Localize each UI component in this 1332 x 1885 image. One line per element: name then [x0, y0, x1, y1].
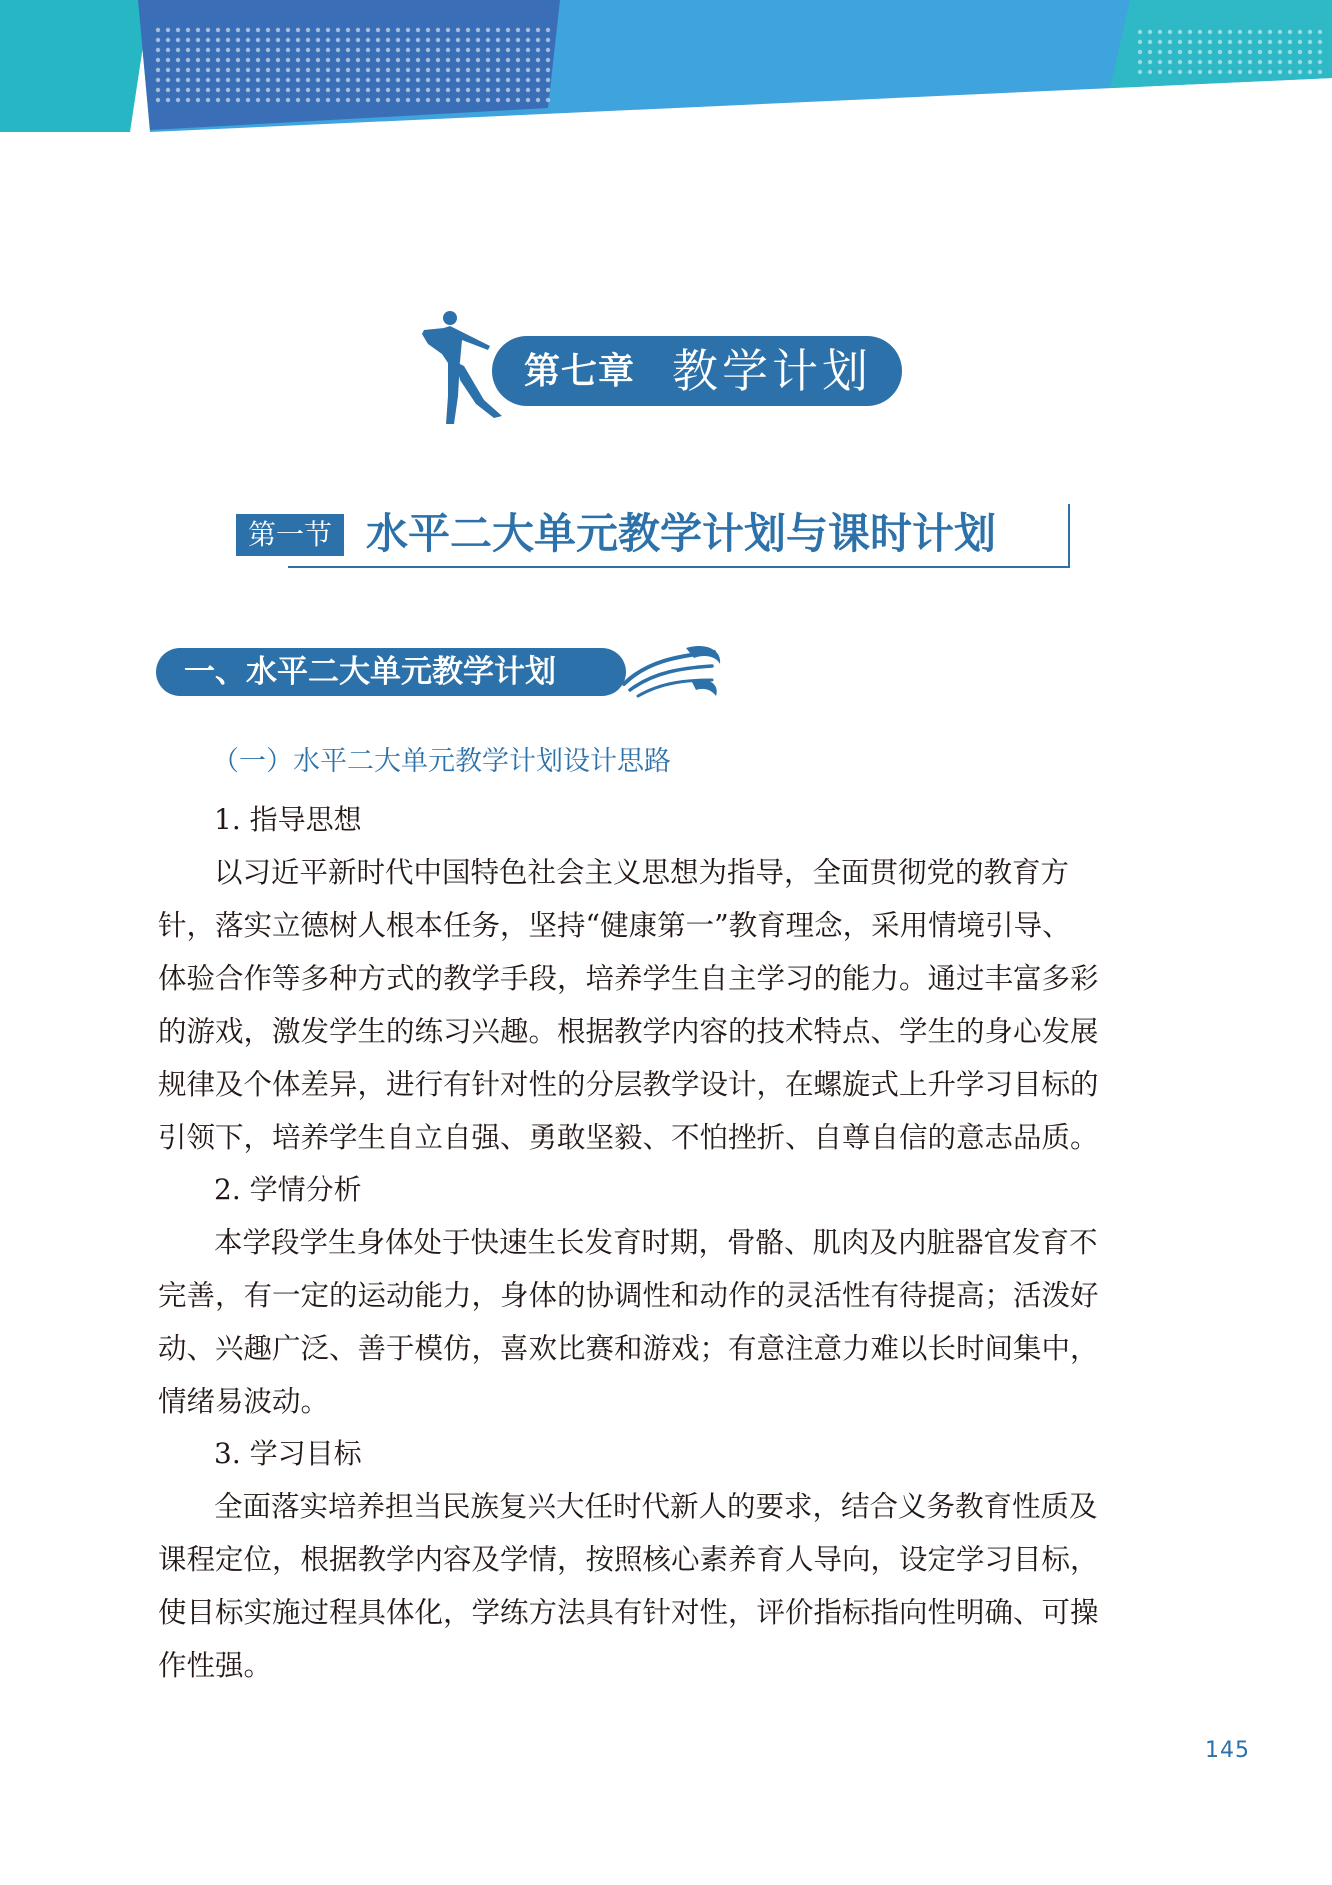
paragraph-line: 全面落实培养担当民族复兴大任时代新人的要求，结合义务教育性质及	[214, 1490, 1098, 1523]
section-label: 第一节	[236, 514, 344, 556]
paragraph-line: 动、兴趣广泛、善于模仿，喜欢比赛和游戏；有意注意力难以长时间集中，	[158, 1332, 1099, 1365]
paragraph-line: 引领下，培养学生自立自强、勇敢坚毅、不怕挫折、自尊自信的意志品质。	[158, 1121, 1099, 1154]
paragraph-line: 以习近平新时代中国特色社会主义思想为指导，全面贯彻党的教育方	[214, 856, 1070, 889]
paragraph-line: 使目标实施过程具体化，学练方法具有针对性，评价指标指向性明确、可操	[158, 1596, 1099, 1629]
numbered-heading-3: 3. 学习目标	[214, 1437, 362, 1470]
paragraph-line: 的游戏，激发学生的练习兴趣。根据教学内容的技术特点、学生的身心发展	[158, 1015, 1099, 1048]
paragraph-line: 作性强。	[158, 1649, 273, 1682]
paragraph-line: 本学段学生身体处于快速生长发育时期，骨骼、肌肉及内脏器官发育不	[214, 1226, 1098, 1259]
paragraph-learning-analysis	[158, 1216, 1148, 1428]
chapter-label: 第七章	[524, 351, 636, 392]
chapter-header	[420, 300, 910, 430]
paragraph-line: 规律及个体差异，进行有针对性的分层教学设计，在螺旋式上升学习目标的	[158, 1068, 1099, 1101]
paragraph-line: 课程定位，根据教学内容及学情，按照核心素养育人导向，设定学习目标，	[158, 1543, 1099, 1576]
heading-level-1	[156, 642, 726, 702]
subheading: （一）水平二大单元教学计划设计思路	[212, 746, 671, 777]
paragraph-line: 针，落实立德树人根本任务，坚持“健康第一”教育理念，采用情境引导、	[158, 909, 1071, 942]
page-number: 145	[1205, 1738, 1250, 1763]
paragraph-line: 完善，有一定的运动能力，身体的协调性和动作的灵活性有待提高；活泼好	[158, 1279, 1099, 1312]
chapter-title: 教学计划	[672, 344, 872, 398]
section-title: 水平二大单元教学计划与课时计划	[366, 509, 997, 558]
numbered-heading-1: 1. 指导思想	[214, 803, 362, 836]
paragraph-learning-goals	[158, 1480, 1148, 1692]
paragraph-line: 情绪易波动。	[158, 1385, 330, 1418]
paragraph-guiding-thought	[158, 846, 1148, 1164]
section-header	[236, 502, 1072, 570]
paragraph-line: 体验合作等多种方式的教学手段，培养学生自主学习的能力。通过丰富多彩	[158, 962, 1099, 995]
heading-text: 一、水平二大单元教学计划	[184, 654, 556, 690]
numbered-heading-2: 2. 学情分析	[214, 1173, 362, 1206]
wave-ornament-icon	[616, 642, 726, 702]
top-banner-decoration	[0, 0, 1332, 140]
